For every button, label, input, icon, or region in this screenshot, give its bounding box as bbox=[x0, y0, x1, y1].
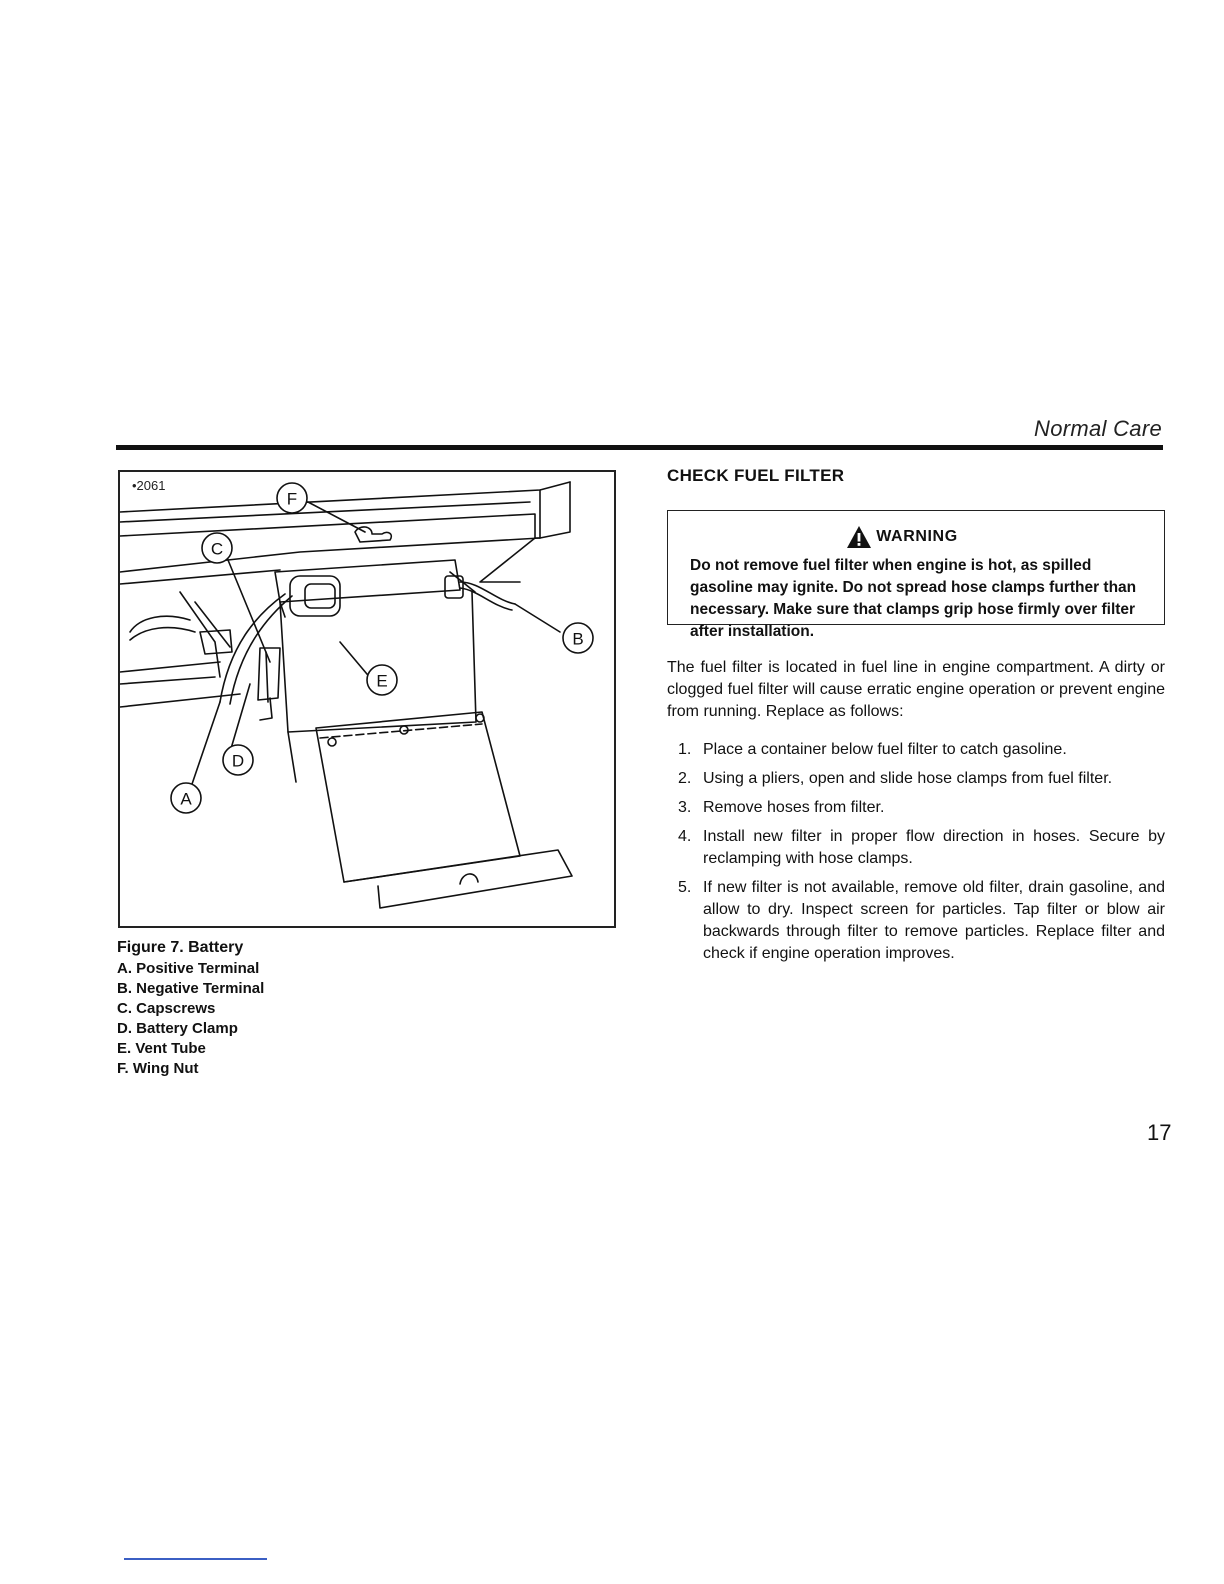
battery-illustration bbox=[120, 472, 614, 926]
legend-item: C. Capscrews bbox=[117, 1000, 216, 1017]
list-item bbox=[667, 797, 1165, 819]
step-text: Place a container below fuel filter to catch gasoline. bbox=[703, 741, 1067, 758]
intro-paragraph: The fuel filter is located in fuel line in engine compartment. A dirty or clogged fuel filter will cause erratic engine operation or prevent engine from running. Replace as follows: bbox=[667, 659, 1165, 720]
legend-item: D. Battery Clamp bbox=[117, 1020, 238, 1037]
legend-item: A. Positive Terminal bbox=[117, 960, 260, 977]
callout-e: E bbox=[376, 671, 388, 691]
warning-heading bbox=[660, 525, 1144, 549]
legend-item: F. Wing Nut bbox=[117, 1060, 199, 1077]
callout-b: B bbox=[572, 629, 584, 649]
step-text: Remove hoses from filter. bbox=[703, 799, 885, 816]
list-item bbox=[667, 739, 1165, 761]
instructions-column bbox=[667, 466, 1165, 972]
list-item bbox=[667, 877, 1165, 965]
legend-item: E. Vent Tube bbox=[117, 1040, 206, 1057]
section-header: Normal Care bbox=[1034, 416, 1162, 441]
caption-title: Figure 7. Battery bbox=[117, 939, 244, 956]
legend-item: B. Negative Terminal bbox=[117, 980, 265, 997]
warning-box bbox=[667, 510, 1165, 640]
step-number: 2. bbox=[678, 770, 692, 787]
header-rule bbox=[116, 445, 1163, 450]
step-text: Install new filter in proper flow direction in hoses. Secure by reclamping with hose clamps. bbox=[703, 828, 1165, 867]
callout-d: D bbox=[231, 751, 245, 771]
warning-text: Do not remove fuel filter when engine is hot, as spilled gasoline may ignite. Do not spread hose clamps further than necessary. Make sure that clamps grip hose firmly over filter after installation. bbox=[690, 557, 1137, 640]
callout-a: A bbox=[180, 789, 192, 809]
section-title: CHECK FUEL FILTER bbox=[667, 466, 845, 485]
step-number: 1. bbox=[678, 741, 692, 758]
footer-link-line bbox=[124, 1558, 267, 1560]
battery-figure bbox=[118, 470, 616, 928]
step-text: If new filter is not available, remove old filter, drain gasoline, and allow to dry. Inspect screen for particles. Tap filter or blow air backwards through filter to remove particles. Replace filter and check if engine operation improves. bbox=[703, 879, 1165, 962]
warning-triangle-icon bbox=[846, 525, 872, 549]
warning-label: WARNING bbox=[876, 528, 958, 545]
figure-number: •2061 bbox=[132, 478, 166, 493]
step-number: 3. bbox=[678, 799, 692, 816]
list-item bbox=[667, 826, 1165, 870]
callout-f: F bbox=[286, 489, 298, 509]
step-number: 4. bbox=[678, 828, 692, 845]
steps-list bbox=[667, 739, 1165, 965]
page-number: 17 bbox=[1147, 1120, 1172, 1145]
step-number: 5. bbox=[678, 879, 692, 896]
callout-c: C bbox=[210, 539, 224, 559]
step-text: Using a pliers, open and slide hose clamps from fuel filter. bbox=[703, 770, 1113, 787]
list-item bbox=[667, 768, 1165, 790]
figure-caption bbox=[117, 938, 264, 1079]
